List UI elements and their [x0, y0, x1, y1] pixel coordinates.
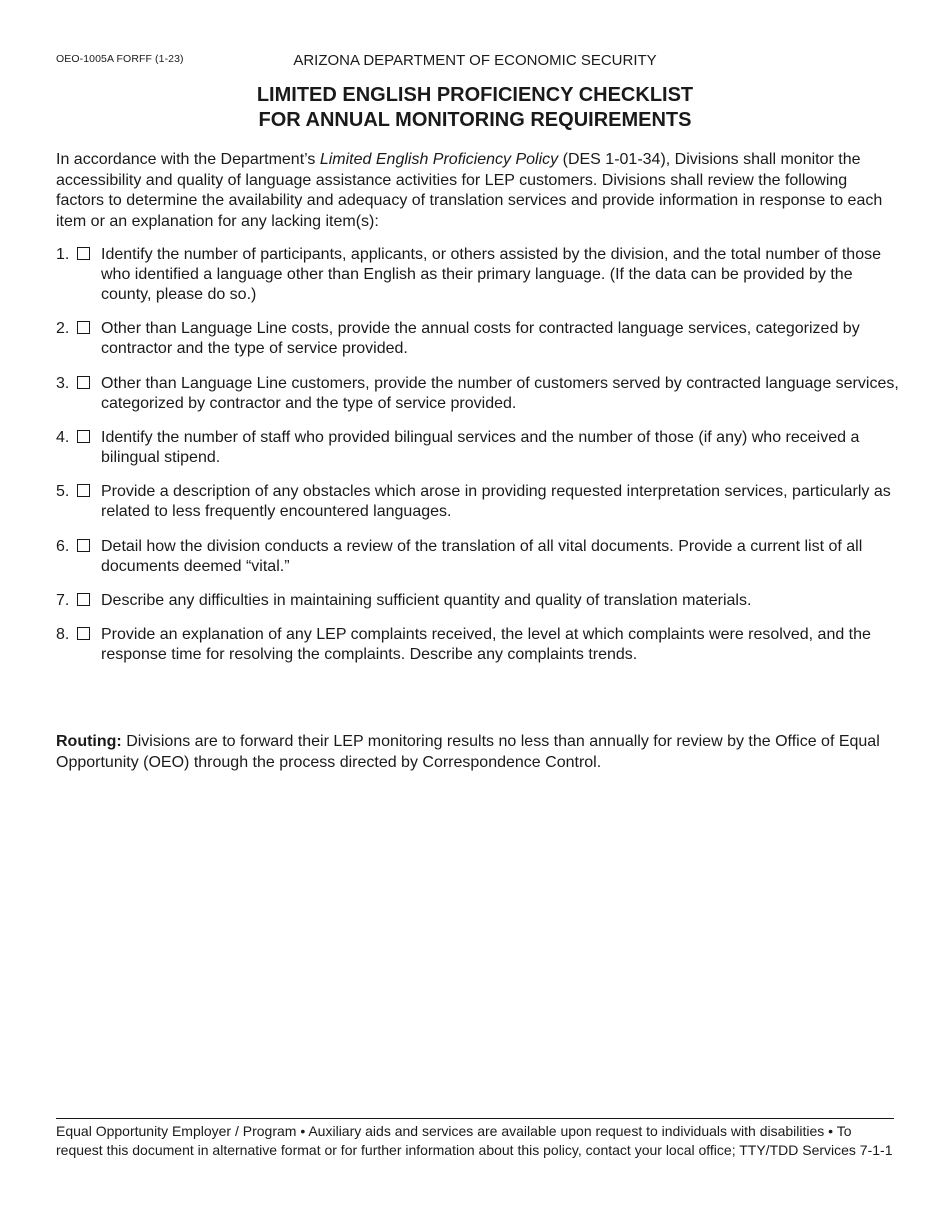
- item-number: 6.: [56, 538, 70, 555]
- footer-notice: Equal Opportunity Employer / Program • Auxiliary aids and services are available upon request to individuals with disabilities • To request this document in alternative format or for further information about this policy, contact your local office; TTY/TDD Services 7-1-1: [56, 1123, 893, 1158]
- intro-text-start: In accordance with the Department’s: [56, 151, 320, 168]
- item-1-checkbox[interactable]: [77, 247, 90, 260]
- intro-paragraph: [56, 150, 896, 232]
- routing-note: [56, 732, 896, 773]
- item-number: 1.: [56, 246, 70, 263]
- item-text: Detail how the division conducts a review of the translation of all vital documents. Provide a current list of all documents deemed “vital.”: [101, 538, 863, 575]
- item-number: 5.: [56, 483, 70, 500]
- title-line-1: LIMITED ENGLISH PROFICIENCY CHECKLIST: [256, 84, 694, 106]
- item-text: Describe any difficulties in maintaining sufficient quantity and quality of translation materials.: [101, 592, 752, 609]
- item-number: 7.: [56, 592, 70, 609]
- form-code: OEO-1005A FORFF (1-23): [56, 53, 184, 65]
- item-text: Identify the number of staff who provided bilingual services and the number of those (if any) who received a bilingual stipend.: [101, 429, 860, 466]
- item-6-checkbox[interactable]: [77, 539, 90, 552]
- item-text: Other than Language Line costs, provide the annual costs for contracted language services, categorized by contractor and the type of service provided.: [101, 320, 860, 357]
- item-2-checkbox[interactable]: [77, 321, 90, 334]
- title-line-2: FOR ANNUAL MONITORING REQUIREMENTS: [258, 109, 692, 131]
- page-title: [0, 83, 950, 133]
- item-text: Identify the number of participants, applicants, or others assisted by the division, and the total number of those who identified a language other than English as their primary language. (If the data can be provided by the county, please do so.): [101, 246, 881, 303]
- item-text: Provide a description of any obstacles which arose in providing requested interpretation services, particularly as related to less frequently encountered languages.: [101, 483, 891, 520]
- item-3-checkbox[interactable]: [77, 376, 90, 389]
- policy-name: Limited English Proficiency Policy: [319, 151, 559, 168]
- agency-name: ARIZONA DEPARTMENT OF ECONOMIC SECURITY: [293, 52, 657, 69]
- item-text: Other than Language Line customers, provide the number of customers served by contracted language services, categorized by contractor and the type of service provided.: [101, 375, 899, 412]
- item-number: 3.: [56, 375, 70, 392]
- item-number: 4.: [56, 429, 70, 446]
- item-number: 8.: [56, 626, 70, 643]
- item-number: 2.: [56, 320, 70, 337]
- intro-text-end: (DES 1-01-34), Divisions shall monitor the accessibility and quality of language assistance activities for LEP customers. Divisions shall review the following factors to determine the availability and adequacy of translation services and provide information in response to each item or an explanation for any lacking item(s):: [56, 151, 883, 230]
- item-5-checkbox[interactable]: [77, 484, 90, 497]
- footer-divider: [56, 1118, 894, 1119]
- item-text: Provide an explanation of any LEP complaints received, the level at which complaints were resolved, and the response time for resolving the complaints. Describe any complaints trends.: [101, 626, 871, 663]
- item-8-checkbox[interactable]: [77, 627, 90, 640]
- item-7-checkbox[interactable]: [77, 593, 90, 606]
- routing-text: Divisions are to forward their LEP monitoring results no less than annually for review by the Office of Equal Opportunity (OEO) through the process directed by Correspondence Control.: [56, 733, 880, 771]
- routing-label: Routing:: [56, 733, 122, 750]
- item-4-checkbox[interactable]: [77, 430, 90, 443]
